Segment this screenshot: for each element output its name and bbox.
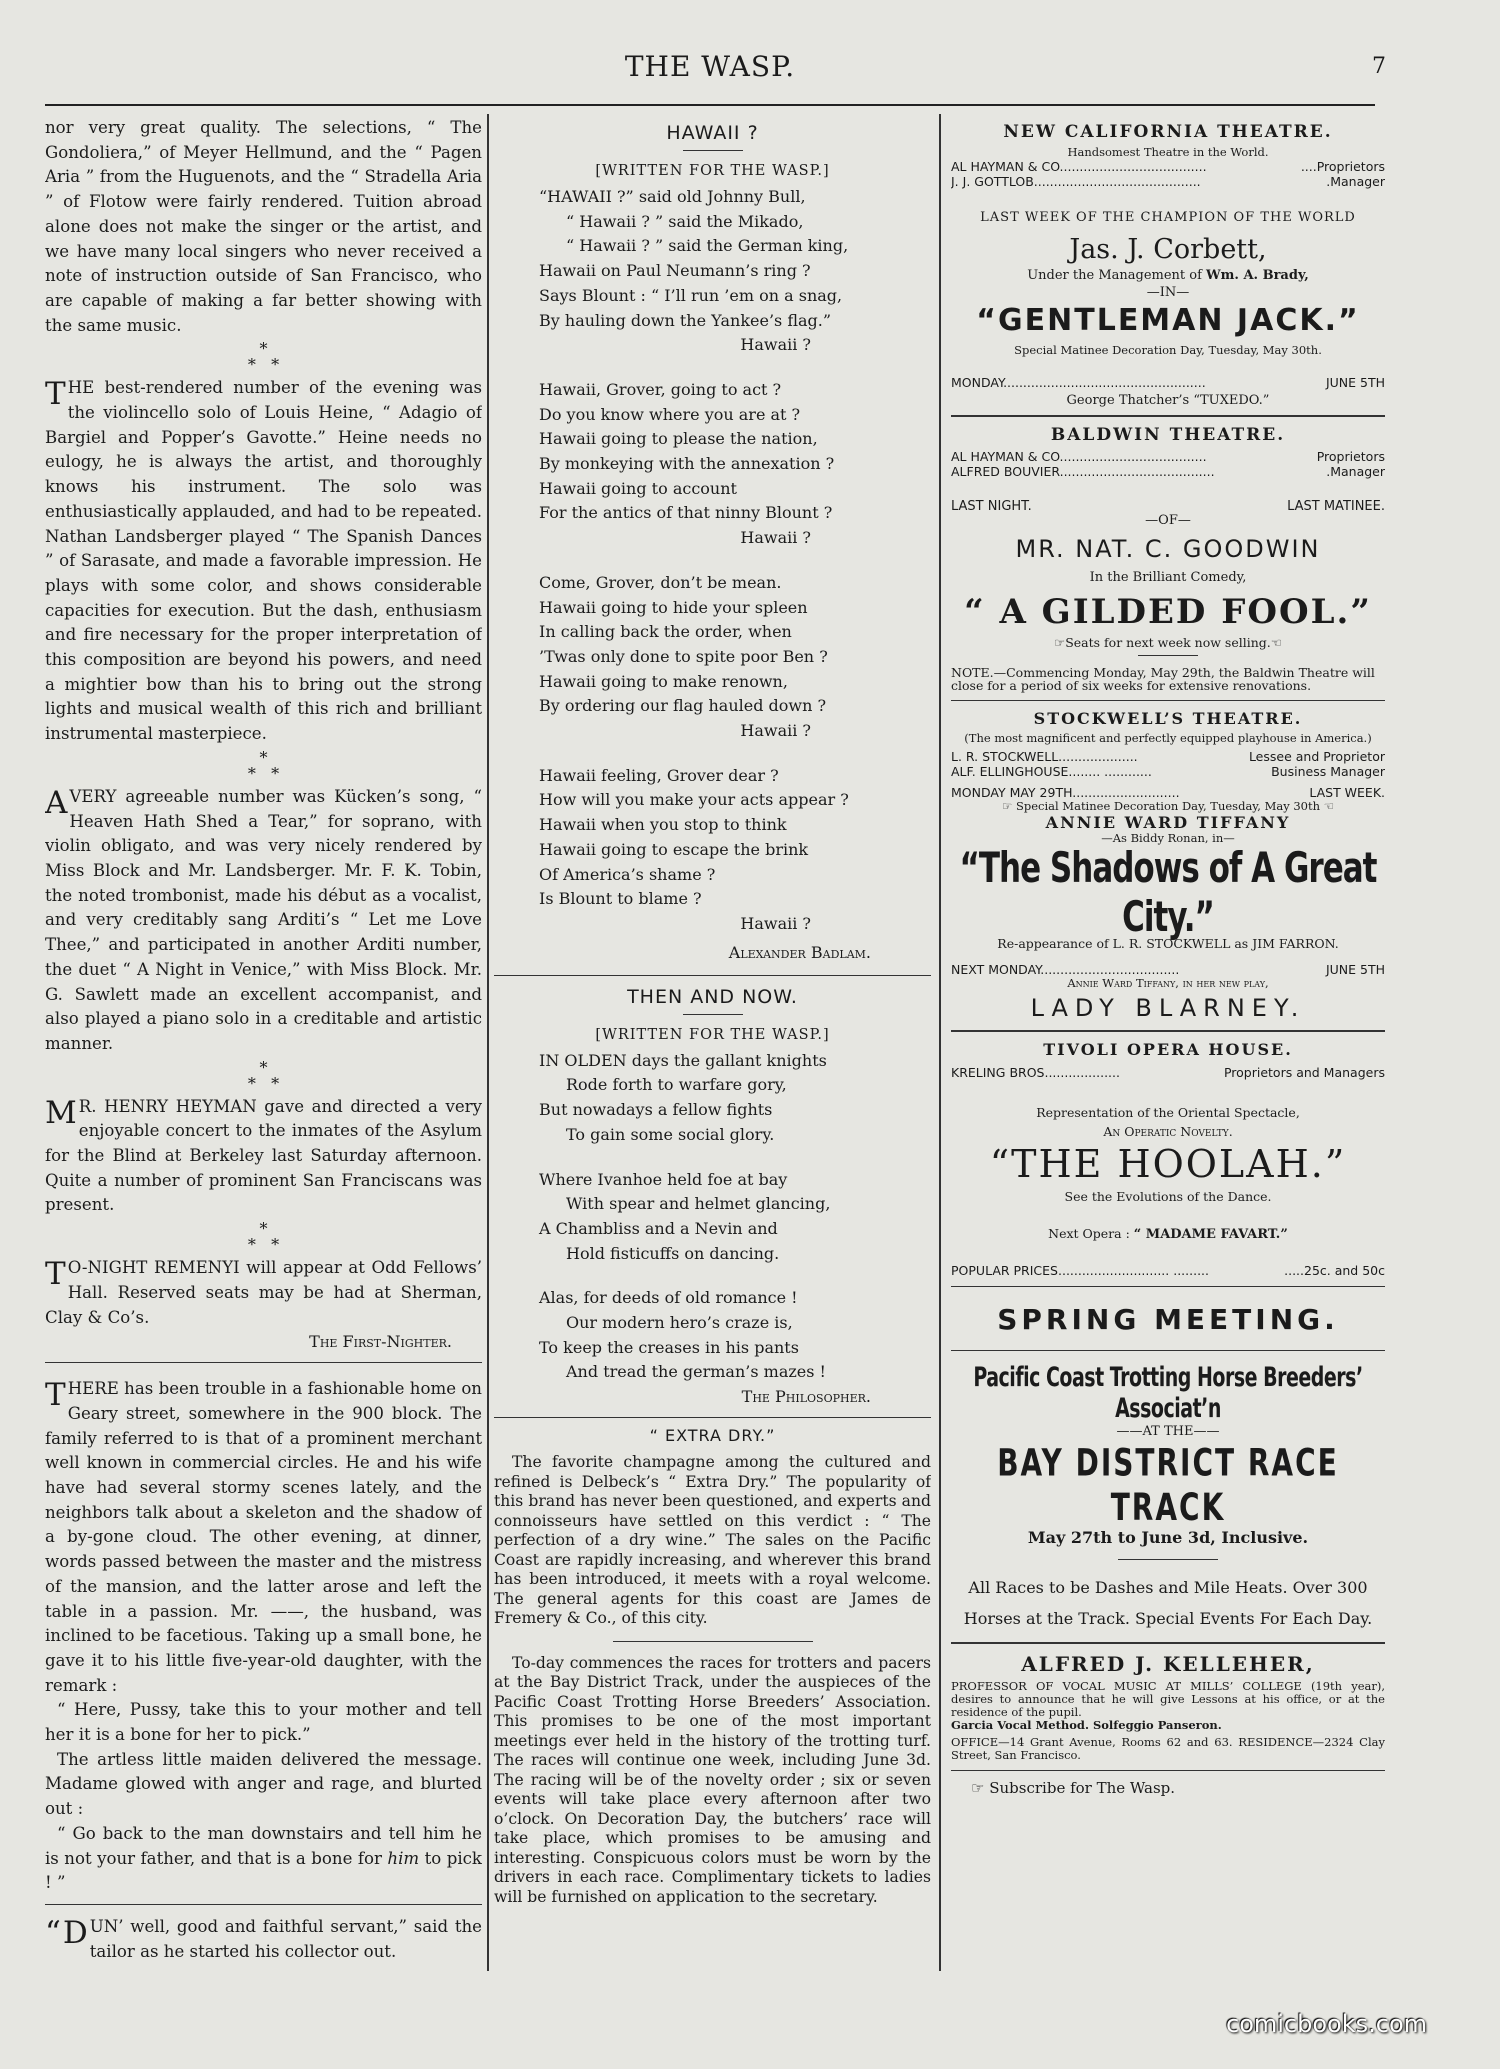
ad-line bbox=[951, 1227, 1385, 1241]
para-dun bbox=[45, 1915, 482, 1964]
poem-line: Hold fisticuffs on dancing. bbox=[566, 1243, 780, 1263]
ad-row-value: LAST MATINEE. bbox=[1287, 498, 1385, 514]
section-stars: * * * bbox=[247, 1219, 280, 1255]
section-rule bbox=[494, 1417, 931, 1418]
poem-line: By ordering our flag hauled down ? bbox=[539, 696, 827, 716]
watermark: comicbooks.com bbox=[1226, 2010, 1428, 2038]
poem-line: For the antics of that ninny Blount ? bbox=[539, 503, 833, 523]
ad-short-rule bbox=[1118, 1559, 1218, 1560]
ad-row-label: NEXT MONDAY................................... bbox=[951, 962, 1180, 977]
poem-line: A Chambliss and a Nevin and bbox=[539, 1218, 778, 1238]
ad-text-bold: Garcia Vocal Method. Solfeggio Panseron. bbox=[951, 1717, 1222, 1732]
section-rule bbox=[494, 975, 931, 976]
section-rule bbox=[45, 1904, 482, 1905]
para-text: O-NIGHT REMENYI will appear at Odd Fellows’ Hall. Reserved seats may be had at Sherman, Clay & Co’s. bbox=[45, 1258, 482, 1327]
drop-cap: T bbox=[45, 376, 66, 413]
ad-row-value: LAST WEEK. bbox=[1309, 785, 1385, 800]
stanza bbox=[494, 1286, 931, 1385]
stanza bbox=[494, 378, 931, 551]
poem-line: Hawaii feeling, Grover dear ? bbox=[539, 765, 779, 785]
ad-row bbox=[951, 1263, 1385, 1278]
page-title: THE WASP. bbox=[624, 50, 796, 83]
poem-line: How will you make your acts appear ? bbox=[539, 790, 849, 810]
ad-play-title: “THE HOOLAH.” bbox=[989, 1141, 1347, 1186]
ad-row-value: .....25c. and 50c bbox=[1284, 1262, 1385, 1278]
poem-line: By hauling down the Yankee’s flag.” bbox=[539, 310, 832, 330]
ad-text-bold: Wm. A. Brady, bbox=[1206, 268, 1309, 283]
para-text: to pick ! ” bbox=[45, 1848, 482, 1893]
ad-track-name: BAY DISTRICT RACE TRACK bbox=[997, 1440, 1339, 1530]
ad-line bbox=[951, 269, 1385, 282]
para-pussy: “ Here, Pussy, take this to your mother and tell her it is a bone for her to pick.” bbox=[45, 1700, 482, 1745]
ad-text: PROFESSOR OF VOCAL MUSIC AT MILLS’ COLLEGE (19th year), desires to announce that he will give Lessons at his office, or at the residence of the pupil. bbox=[951, 1678, 1385, 1719]
ad-next-play: LADY BLARNEY. bbox=[1030, 994, 1306, 1022]
ad-row-label: LAST NIGHT. bbox=[951, 498, 1032, 514]
ad-divider bbox=[951, 1030, 1385, 1032]
drop-cap: T bbox=[45, 1377, 66, 1414]
ad-divider bbox=[951, 1286, 1385, 1288]
ad-row-label: J. J. GOTTLOB.......................................... bbox=[951, 174, 1201, 189]
poem-line: Hawaii ? bbox=[740, 335, 811, 355]
ad-row bbox=[951, 764, 1385, 779]
italic-word: him bbox=[387, 1848, 420, 1868]
poem-line: Is Blount to blame ? bbox=[539, 889, 702, 909]
ad-line: Special Matinee Decoration Day, Tuesday, May 30th. bbox=[1014, 343, 1322, 357]
poem-title-then-and-now: THEN AND NOW. bbox=[627, 985, 798, 1008]
poem-then-and-now bbox=[494, 1049, 931, 1409]
stanza bbox=[494, 571, 931, 744]
poem-line: Hawaii going to make renown, bbox=[539, 671, 788, 691]
ad-line: An Operatic Novelty. bbox=[1103, 1123, 1233, 1139]
ad-line: LAST WEEK OF THE CHAMPION OF THE WORLD bbox=[980, 210, 1356, 225]
poem-line: But nowadays a fellow fights bbox=[539, 1100, 773, 1120]
para-text: “ Go back to the man downstairs and tell him he is not your father, and that is a bone for bbox=[45, 1823, 482, 1868]
poem-hawaii bbox=[494, 185, 931, 965]
column-rule-1 bbox=[487, 114, 489, 1971]
ad-line: —IN— bbox=[1146, 285, 1190, 300]
pointing-hand-icon: ☜ bbox=[1270, 634, 1282, 650]
section-stars: * * * bbox=[247, 1057, 280, 1093]
ad-dates: May 27th to June 3d, Inclusive. bbox=[1027, 1528, 1309, 1547]
ad-line: Re-appearance of L. R. STOCKWELL as JIM FARRON. bbox=[997, 936, 1339, 951]
poem-line: “ Hawaii ? ” said the German king, bbox=[566, 236, 849, 256]
ad-row-label: ALFRED BOUVIER....................................... bbox=[951, 463, 1215, 479]
ad-line: —OF— bbox=[1145, 512, 1191, 528]
ad-baldwin-title: BALDWIN THEATRE. bbox=[1050, 424, 1286, 445]
poem-line: Hawaii going to please the nation, bbox=[539, 429, 818, 449]
ad-divider bbox=[951, 1642, 1385, 1644]
ad-text: Seats for next week now selling. bbox=[1065, 634, 1271, 650]
para-text: R. HENRY HEYMAN gave and directed a very enjoyable concert to the inmates of the Asylum for the Blind at Berkeley last Saturday afternoon. Quite a number of prominent San Franciscans was present. bbox=[45, 1096, 482, 1215]
poem-line: “HAWAII ?” said old Johnny Bull, bbox=[539, 187, 806, 206]
article-title-extra-dry: “ EXTRA DRY.” bbox=[649, 1426, 776, 1446]
ad-row-label: MONDAY................................................... bbox=[951, 375, 1206, 390]
subscribe-line bbox=[971, 1779, 1385, 1797]
ad-subtitle: Handsomest Theatre in the World. bbox=[1067, 145, 1269, 159]
para-text: VERY agreeable number was Kücken’s song, “ Heaven Hath Shed a Tear,” for soprano, with violin obligato, and was very nicely rendered by Miss Block and Mr. Landsberger. Mr. F. K. Tobin, the noted trombonist, made his début as a vocalist, and very creditably sang Arditi’s “ Let me Love Thee,” and participated in another Arditi number, the duet “ A Night in Venice,” with Miss Block. Mr. G. Sawlett made an excellent accompanist, and also played a piano solo in a creditable and artistic manner. bbox=[45, 786, 482, 1053]
ad-play-title: “The Shadows of A Great City.” bbox=[959, 844, 1377, 942]
title-rule bbox=[683, 1014, 743, 1015]
stanza bbox=[494, 1049, 931, 1148]
para-kucken-song bbox=[45, 785, 482, 1057]
poem-line: IN OLDEN days the gallant knights bbox=[539, 1050, 827, 1070]
ad-text: Subscribe for The Wasp. bbox=[989, 1779, 1176, 1797]
ad-row bbox=[951, 159, 1385, 174]
poem-line: Of America’s shame ? bbox=[539, 864, 716, 884]
header-rule bbox=[45, 104, 1375, 106]
ad-tivoli-title: TIVOLI OPERA HOUSE. bbox=[1043, 1039, 1293, 1059]
drop-cap: D bbox=[62, 1915, 88, 1951]
section-stars: * * * bbox=[247, 747, 280, 783]
poem-line: With spear and helmet glancing, bbox=[566, 1194, 831, 1214]
poem-line: “ Hawaii ? ” said the Mikado, bbox=[566, 211, 804, 231]
ad-text: Next Opera : bbox=[1048, 1225, 1134, 1241]
poem-line: Hawaii on Paul Neumann’s ring ? bbox=[539, 261, 811, 281]
poem-line: Hawaii ? bbox=[740, 721, 811, 741]
ad-note: NOTE.—Commencing Monday, May 29th, the Baldwin Theatre will close for a period of six weeks for extensive renovations. bbox=[951, 664, 1375, 693]
ad-star-name: MR. NAT. C. GOODWIN bbox=[1015, 534, 1321, 563]
para-remenyi bbox=[45, 1256, 482, 1330]
title-rule bbox=[683, 150, 743, 151]
ad-row bbox=[951, 785, 1385, 800]
ad-row-value: JUNE 5TH bbox=[1325, 375, 1385, 390]
ad-text-bold: “ MADAME FAVART.” bbox=[1133, 1226, 1288, 1242]
ad-play-title: “GENTLEMAN JACK.” bbox=[976, 303, 1360, 338]
poem-line: Hawaii ? bbox=[740, 913, 811, 933]
ad-divider bbox=[951, 700, 1385, 702]
ad-row bbox=[951, 174, 1385, 189]
ad-association: Pacific Coast Trotting Horse Breeders’ Associat’n bbox=[973, 1362, 1363, 1424]
ad-row bbox=[951, 1065, 1385, 1080]
para-races: To-day commences the races for trotters and pacers at the Bay District Track, under the auspieces of the Pacific Coast Trotting Horse Breeders’ Association. This promises to be one of the most important meetings ever held in the history of the trotting turf. The races will continue one week, including June 3d. The racing will be of the novelty order ; six or seven events will take place every afternoon after two o’clock. On Decoration Day, the butchers’ race will take place, which promises to be amusing and interesting. Conspicuous colors must be worn by the drivers in each race. Complimentary tickets to ladies will be furnished on application to the secretary. bbox=[494, 1653, 931, 1906]
ad-line: —As Biddy Ronan, in— bbox=[1101, 831, 1235, 845]
ad-row-label: KRELING BROS................... bbox=[951, 1064, 1120, 1080]
ad-row-value: .Manager bbox=[1326, 174, 1385, 189]
ad-text: Special Matinee Decoration Day, Tuesday, May 30th bbox=[1015, 799, 1321, 813]
para-go-back bbox=[45, 1822, 482, 1896]
ad-line: ——AT THE—— bbox=[1116, 1424, 1220, 1439]
stanza bbox=[494, 185, 931, 358]
drop-cap: A bbox=[45, 784, 68, 821]
drop-cap: M bbox=[45, 1094, 77, 1131]
poem-line: Come, Grover, don’t be mean. bbox=[539, 572, 782, 592]
ad-row-label: ALF. ELLINGHOUSE........ ............ bbox=[951, 764, 1152, 779]
ad-row bbox=[951, 499, 1385, 514]
poem-subtitle: [WRITTEN FOR THE WASP.] bbox=[595, 1026, 830, 1043]
ad-line bbox=[951, 800, 1385, 813]
ad-row-value: Business Manager bbox=[1271, 764, 1385, 779]
poem-line: And tread the german’s mazes ! bbox=[566, 1362, 826, 1382]
poem-line: Hawaii going to escape the brink bbox=[539, 839, 809, 859]
ad-row-value: .Manager bbox=[1326, 463, 1385, 479]
ad-row-value: Proprietors and Managers bbox=[1223, 1064, 1385, 1080]
column-middle bbox=[494, 116, 931, 2041]
poem-line: Hawaii going to hide your spleen bbox=[539, 597, 808, 617]
poem-subtitle: [WRITTEN FOR THE WASP.] bbox=[595, 163, 830, 179]
stanza bbox=[494, 1168, 931, 1267]
page-number: 7 bbox=[1372, 54, 1386, 79]
poem-line: Rode forth to warfare gory, bbox=[566, 1075, 787, 1095]
drop-cap: “ bbox=[45, 1915, 61, 1951]
poem-line: Where Ivanhoe held foe at bay bbox=[539, 1169, 788, 1189]
ad-row-value: JUNE 5TH bbox=[1325, 962, 1385, 977]
ad-subtitle: (The most magnificent and perfectly equipped playhouse in America.) bbox=[964, 731, 1372, 745]
ad-row-value: ....Proprietors bbox=[1300, 159, 1385, 174]
poem-signature: The Philosopher. bbox=[741, 1387, 871, 1407]
poem-line: Do you know where you are at ? bbox=[539, 404, 801, 424]
ad-new-california-title: NEW CALIFORNIA THEATRE. bbox=[1003, 122, 1333, 142]
ad-spring-meeting-title: SPRING MEETING. bbox=[997, 1303, 1339, 1336]
para-text: HE best-rendered number of the evening was the violincello solo of Louis Heine, “ Adagio of Bargiel and Popper’s Gavotte.” Heine needs no eulogy, he is always the artist, and thoroughly knows his instrument. The solo was enthusiastically applauded, and had to be repeated. Nathan Landsberger played “ The Spanish Dances ” of Sarasate, and made a favorable impression. He plays with some color, and shows considerable capacities for execution. But the dash, enthusiasm and fire necessary for the proper interpretation of this composition are beyond his powers, and need a mightier bow than his to bring out the strong lights and musical wealth of this rich and brilliant instrumental masterpiece. bbox=[45, 378, 482, 744]
ad-stockwell-title: STOCKWELL’S THEATRE. bbox=[1033, 709, 1303, 728]
ad-row bbox=[951, 375, 1385, 390]
para-geary-street bbox=[45, 1377, 482, 1698]
ad-row-value: Lessee and Proprietor bbox=[1248, 749, 1385, 764]
ad-row-label: AL HAYMAN & CO..................................... bbox=[951, 159, 1207, 174]
column-advertisements bbox=[951, 116, 1385, 2041]
ad-text: Under the Management of bbox=[1027, 268, 1207, 283]
ad-row-label: MONDAY MAY 29TH........................... bbox=[951, 785, 1180, 800]
para-text: HERE has been trouble in a fashionable home on Geary street, somewhere in the 900 block. The family referred to is that of a prominent merchant well known in commercial circles. He and his wife have had several stormy scenes lately, and the neighbors talk about a skeleton and the shadow of a by-gone cloud. The other evening, at dinner, words passed between the master and the mistress of the mansion, and the latter arose and left the table in a passion. Mr. ——, the husband, was inclined to be facetious. Taking up a small bone, he gave it to his little five-year-old daughter, with the remark : bbox=[45, 1379, 482, 1695]
ad-line: See the Evolutions of the Dance. bbox=[1064, 1188, 1272, 1204]
ad-short-rule bbox=[1138, 655, 1198, 656]
pointing-hand-icon: ☞ bbox=[1001, 799, 1013, 813]
ad-line bbox=[951, 636, 1385, 649]
signature-first-nighter: The First-Nighter. bbox=[309, 1332, 452, 1352]
section-rule bbox=[45, 1362, 482, 1363]
ad-divider bbox=[951, 415, 1385, 417]
ad-row bbox=[951, 449, 1385, 464]
poem-line: Our modern hero’s craze is, bbox=[566, 1313, 793, 1333]
section-rule bbox=[613, 1641, 813, 1642]
ad-line: Representation of the Oriental Spectacle, bbox=[1036, 1104, 1300, 1120]
ad-star-name: ANNIE WARD TIFFANY bbox=[1045, 813, 1291, 832]
poem-line: By monkeying with the annexation ? bbox=[539, 454, 835, 474]
poem-line: In calling back the order, when bbox=[539, 622, 792, 642]
para-concert-intro: nor very great quality. The selections, “ The Gondoliera,” of Meyer Hellmund, and the “ Pagen Aria ” from the Huguenots, and the “ Stradella Aria ” of Flotow were fairly rendered. Tuition abroad alone does not make the singer or the artist, and we have many local singers who never received a note of instruction outside of San Francisco, who are capable of making a far better showing with the same music. bbox=[45, 118, 482, 335]
section-stars: * * * bbox=[247, 339, 280, 375]
poem-signature: Alexander Badlam. bbox=[728, 942, 871, 962]
pointing-hand-icon: ☞ bbox=[1054, 634, 1066, 650]
ad-row bbox=[951, 464, 1385, 479]
poem-line: ’Twas only done to spite poor Ben ? bbox=[539, 646, 828, 666]
ad-short-rule bbox=[951, 1350, 1385, 1351]
stanza bbox=[494, 764, 931, 937]
para-heyman bbox=[45, 1095, 482, 1219]
pointing-hand-icon: ☜ bbox=[1323, 799, 1334, 813]
ad-row-label: AL HAYMAN & CO..................................... bbox=[951, 448, 1207, 464]
ad-row-label: L. R. STOCKWELL.................... bbox=[951, 749, 1138, 764]
ad-divider bbox=[951, 1770, 1385, 1772]
pointing-hand-icon: ☞ bbox=[971, 1779, 985, 1797]
column-rule-2 bbox=[939, 114, 941, 1971]
poem-line: Hawaii when you stop to think bbox=[539, 815, 787, 835]
poem-line: Hawaii ? bbox=[740, 528, 811, 548]
ad-text: OFFICE—14 Grant Avenue, Rooms 62 and 63. RESIDENCE—2324 Clay Street, San Francisco. bbox=[951, 1734, 1385, 1762]
ad-line: In the Brilliant Comedy, bbox=[1089, 569, 1247, 585]
ad-races-info: All Races to be Dashes and Mile Heats. Over 300 Horses at the Track. Special Events For Each Day. bbox=[963, 1578, 1373, 1628]
ad-row bbox=[951, 749, 1385, 764]
ad-row bbox=[951, 962, 1385, 977]
poem-line: Hawaii, Grover, going to act ? bbox=[539, 379, 782, 399]
poem-line: To gain some social glory. bbox=[566, 1124, 775, 1144]
ad-kelleher-title: ALFRED J. KELLEHER, bbox=[1021, 1651, 1315, 1676]
ad-line: George Thatcher’s “TUXEDO.” bbox=[1066, 393, 1270, 408]
drop-cap: T bbox=[45, 1256, 66, 1293]
poem-line: Says Blount : “ I’ll run ’em on a snag, bbox=[539, 285, 843, 305]
para-violincello bbox=[45, 376, 482, 747]
para-text: UN’ well, good and faithful servant,” said the tailor as he started his collector out. bbox=[89, 1917, 482, 1961]
ad-play-title: “ A GILDED FOOL.” bbox=[964, 591, 1372, 632]
ad-row-value: Proprietors bbox=[1316, 448, 1385, 464]
column-left bbox=[45, 116, 482, 2041]
poem-title-hawaii: HAWAII ? bbox=[666, 122, 759, 144]
poem-line: Alas, for deeds of old romance ! bbox=[539, 1288, 798, 1308]
ad-star-name: Jas. J. Corbett, bbox=[1069, 234, 1267, 265]
ad-line: Annie Ward Tiffany, in her new play, bbox=[1067, 976, 1269, 990]
ad-row-label: POPULAR PRICES............................ ......... bbox=[951, 1262, 1209, 1278]
para-extra-dry: The favorite champagne among the cultured and refined is Delbeck’s “ Extra Dry.” The popularity of this brand has never been questioned, and experts and connoisseurs have settled on this verdict : “ The perfection of a dry wine.” The sales on the Pacific Coast are rapidly increasing, and wherever this brand has been introduced, it meets with a royal welcome. The general agents for this coast are James de Fremery & Co., of this city. bbox=[494, 1453, 931, 1628]
poem-line: To keep the creases in his pants bbox=[539, 1337, 799, 1357]
para-maiden: The artless little maiden delivered the message. Madame glowed with anger and rage, and blurted out : bbox=[45, 1749, 482, 1819]
poem-line: Hawaii going to account bbox=[539, 478, 737, 498]
